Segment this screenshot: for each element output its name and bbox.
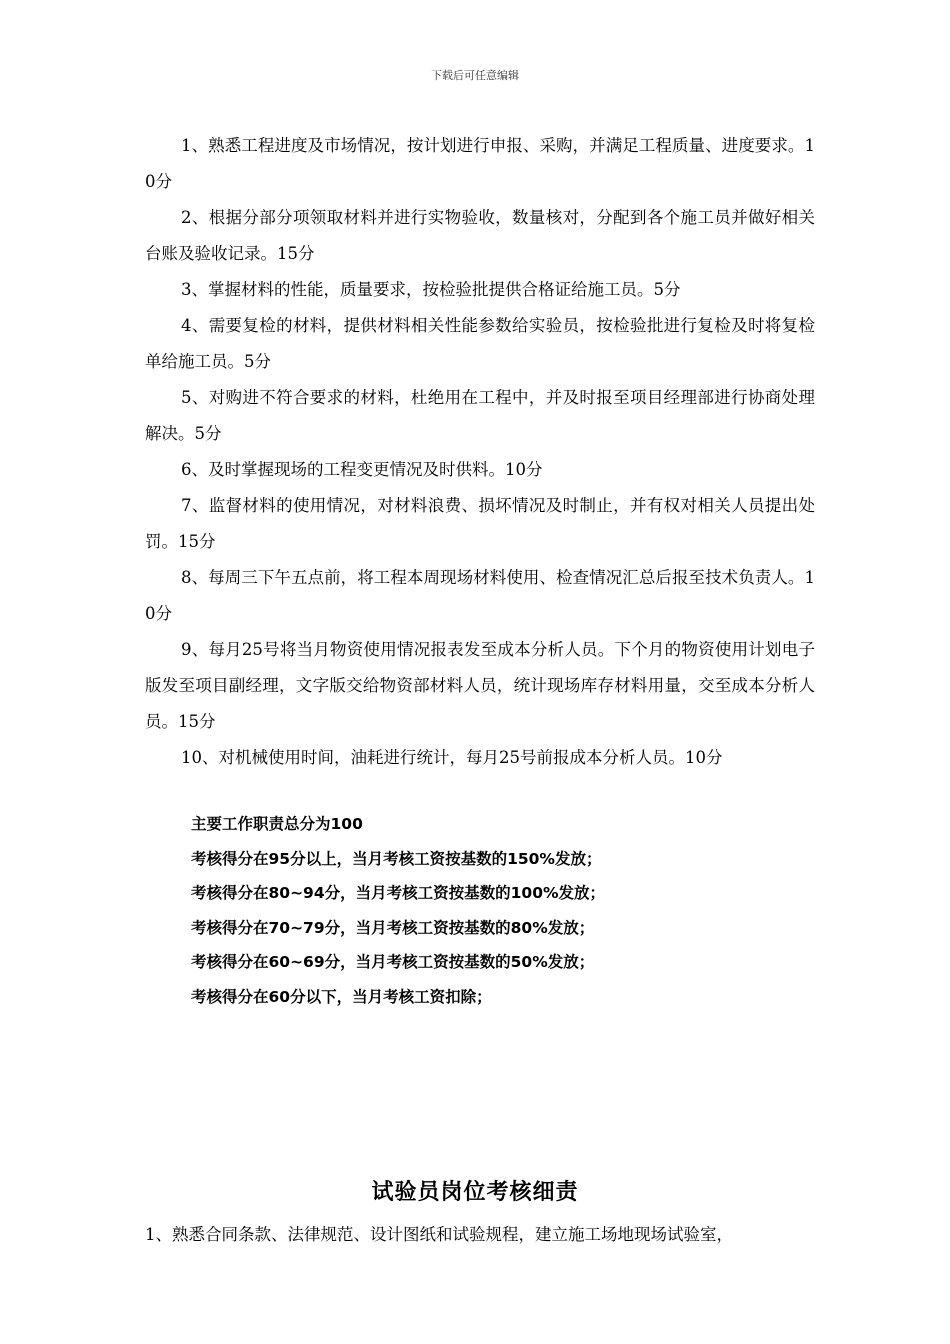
scoring-rule-95: 考核得分在95分以上，当月考核工资按基数的150%发放；	[191, 849, 602, 868]
page-header: 下载后可任意编辑	[431, 69, 519, 82]
section2-item-1: 1、熟悉合同条款、法律规范、设计图纸和试验规程，建立施工场地现场试验室，	[145, 1225, 733, 1244]
scoring-rule-70-79: 考核得分在70~79分，当月考核工资按基数的80%发放；	[191, 918, 595, 937]
duty-item-7: 7、监督材料的使用情况，对材料浪费、损坏情况及时制止，并有权对相关人员提出处罚。15分	[145, 496, 815, 551]
duty-item-3: 3、掌握材料的性能，质量要求，按检验批提供合格证给施工员。5分	[181, 280, 681, 299]
duty-item-5: 5、对购进不符合要求的材料，杜绝用在工程中，并及时报至项目经理部进行协商处理解决。5分	[145, 388, 815, 443]
duty-item-9: 9、每月25号将当月物资使用情况报表发至成本分析人员。下个月的物资使用计划电子版发至项目副经理，文字版交给物资部材料人员，统计现场库存材料用量，交至成本分析人员。15分	[145, 640, 815, 731]
duty-item-8: 8、每周三下午五点前，将工程本周现场材料使用、检查情况汇总后报至技术负责人。10分	[145, 568, 815, 623]
scoring-rules	[191, 807, 811, 1014]
scoring-rule-60-69: 考核得分在60~69分，当月考核工资按基数的50%发放；	[191, 953, 595, 971]
duty-item-4: 4、需要复检的材料，提供材料相关性能参数给实验员，按检验批进行复检及时将复检单给施工员。5分	[145, 316, 815, 371]
duty-item-2: 2、根据分部分项领取材料并进行实物验收，数量核对，分配到各个施工员并做好相关台账及验收记录。15分	[145, 208, 815, 263]
scoring-rule-below-60: 考核得分在60分以下，当月考核工资扣除；	[191, 987, 492, 1006]
duty-item-10: 10、对机械使用时间，油耗进行统计，每月25号前报成本分析人员。10分	[181, 748, 723, 767]
duty-item-1: 1、熟悉工程进度及市场情况，按计划进行申报、采购，并满足工程质量、进度要求。10分	[145, 136, 815, 191]
duties-list	[145, 128, 815, 776]
scoring-rule-80-94: 考核得分在80~94分，当月考核工资按基数的100%发放；	[191, 884, 606, 902]
scoring-total: 主要工作职责总分为100	[191, 815, 363, 833]
section-title: 试验员岗位考核细责	[371, 1180, 579, 1205]
duty-item-6: 6、及时掌握现场的工程变更情况及时供料。10分	[181, 460, 543, 479]
